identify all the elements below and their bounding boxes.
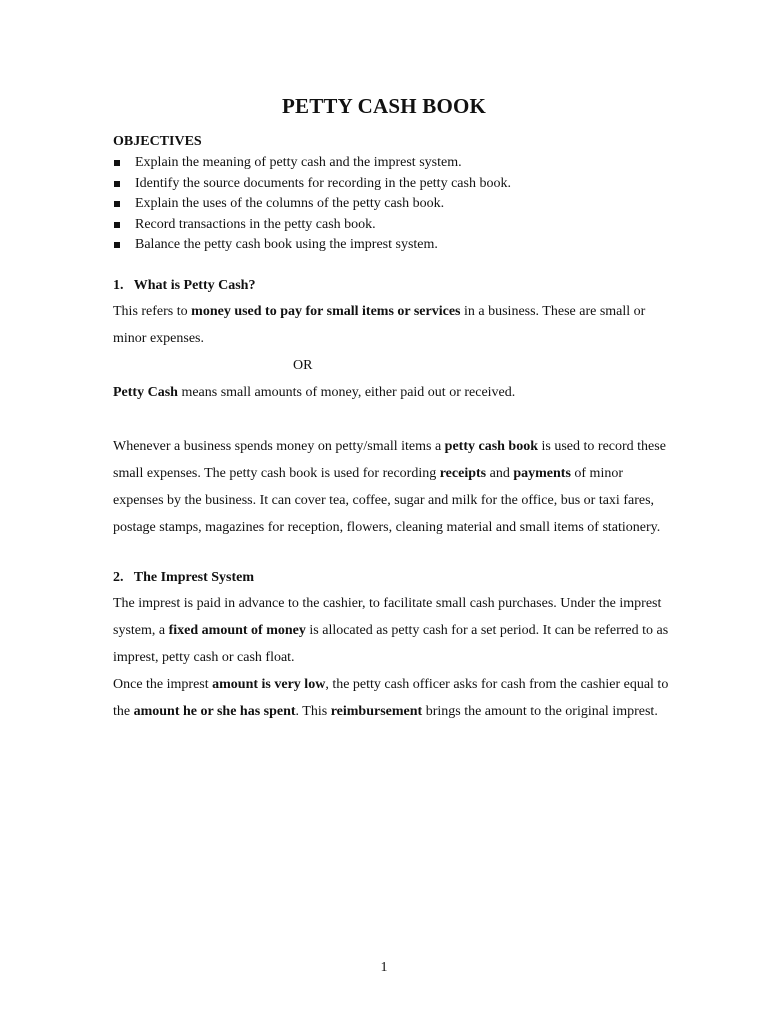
section-1-paragraph-3: Whenever a business spends money on petty/small items a petty cash book is used to record these small expenses. The petty cash book is used for recording receipts and payments of minor expenses by the business. It can cover tea, coffee, sugar and milk for the office, bus or taxi fares, postage stamps, magazines for reception, flowers, cleaning material and small items of stationery. [113, 438, 666, 535]
objective-item: Identify the source documents for recording in the petty cash book. [113, 174, 673, 195]
or-separator: OR [293, 357, 313, 373]
objective-item: Explain the meaning of petty cash and the imprest system. [113, 153, 673, 174]
emphasis-text: petty cash book [444, 438, 539, 454]
objective-item: Explain the uses of the columns of the petty cash book. [113, 194, 673, 215]
emphasis-text: reimbursement [330, 703, 423, 719]
emphasis-text: amount is very low [212, 676, 326, 692]
emphasis-text: receipts [439, 465, 487, 481]
section-1-heading: 1. What is Petty Cash? [113, 277, 256, 293]
page-title: PETTY CASH BOOK [281, 94, 487, 118]
objectives-list [113, 153, 673, 256]
document-body [113, 133, 673, 725]
emphasis-text: payments [513, 465, 571, 481]
section-2-heading: 2. The Imprest System [113, 569, 255, 585]
section-2-paragraph-2: Once the imprest amount is very low, the petty cash officer asks for cash from the cashier equal to the amount he or she has spent. This reimbursement brings the amount to the original imprest. [113, 676, 669, 719]
emphasis-text: amount he or she has spent [133, 703, 296, 719]
page-number: 1 [380, 960, 388, 975]
objectives-heading: OBJECTIVES [113, 134, 202, 149]
emphasis-text: Petty Cash [113, 384, 178, 400]
objective-item: Record transactions in the petty cash book. [113, 215, 673, 236]
section-1-paragraph-1: This refers to money used to pay for small items or services in a business. These are small or minor expenses. [113, 303, 646, 346]
section-2-paragraph-1: The imprest is paid in advance to the cashier, to facilitate small cash purchases. Under the imprest system, a fixed amount of money is allocated as petty cash for a set period. It can be referred to as imprest, petty cash or cash float. [113, 595, 669, 665]
emphasis-text: fixed amount of money [168, 622, 306, 638]
emphasis-text: money used to pay for small items or services [191, 303, 461, 319]
objective-item: Balance the petty cash book using the imprest system. [113, 235, 673, 256]
section-1-paragraph-2: Petty Cash means small amounts of money, either paid out or received. [113, 384, 516, 400]
